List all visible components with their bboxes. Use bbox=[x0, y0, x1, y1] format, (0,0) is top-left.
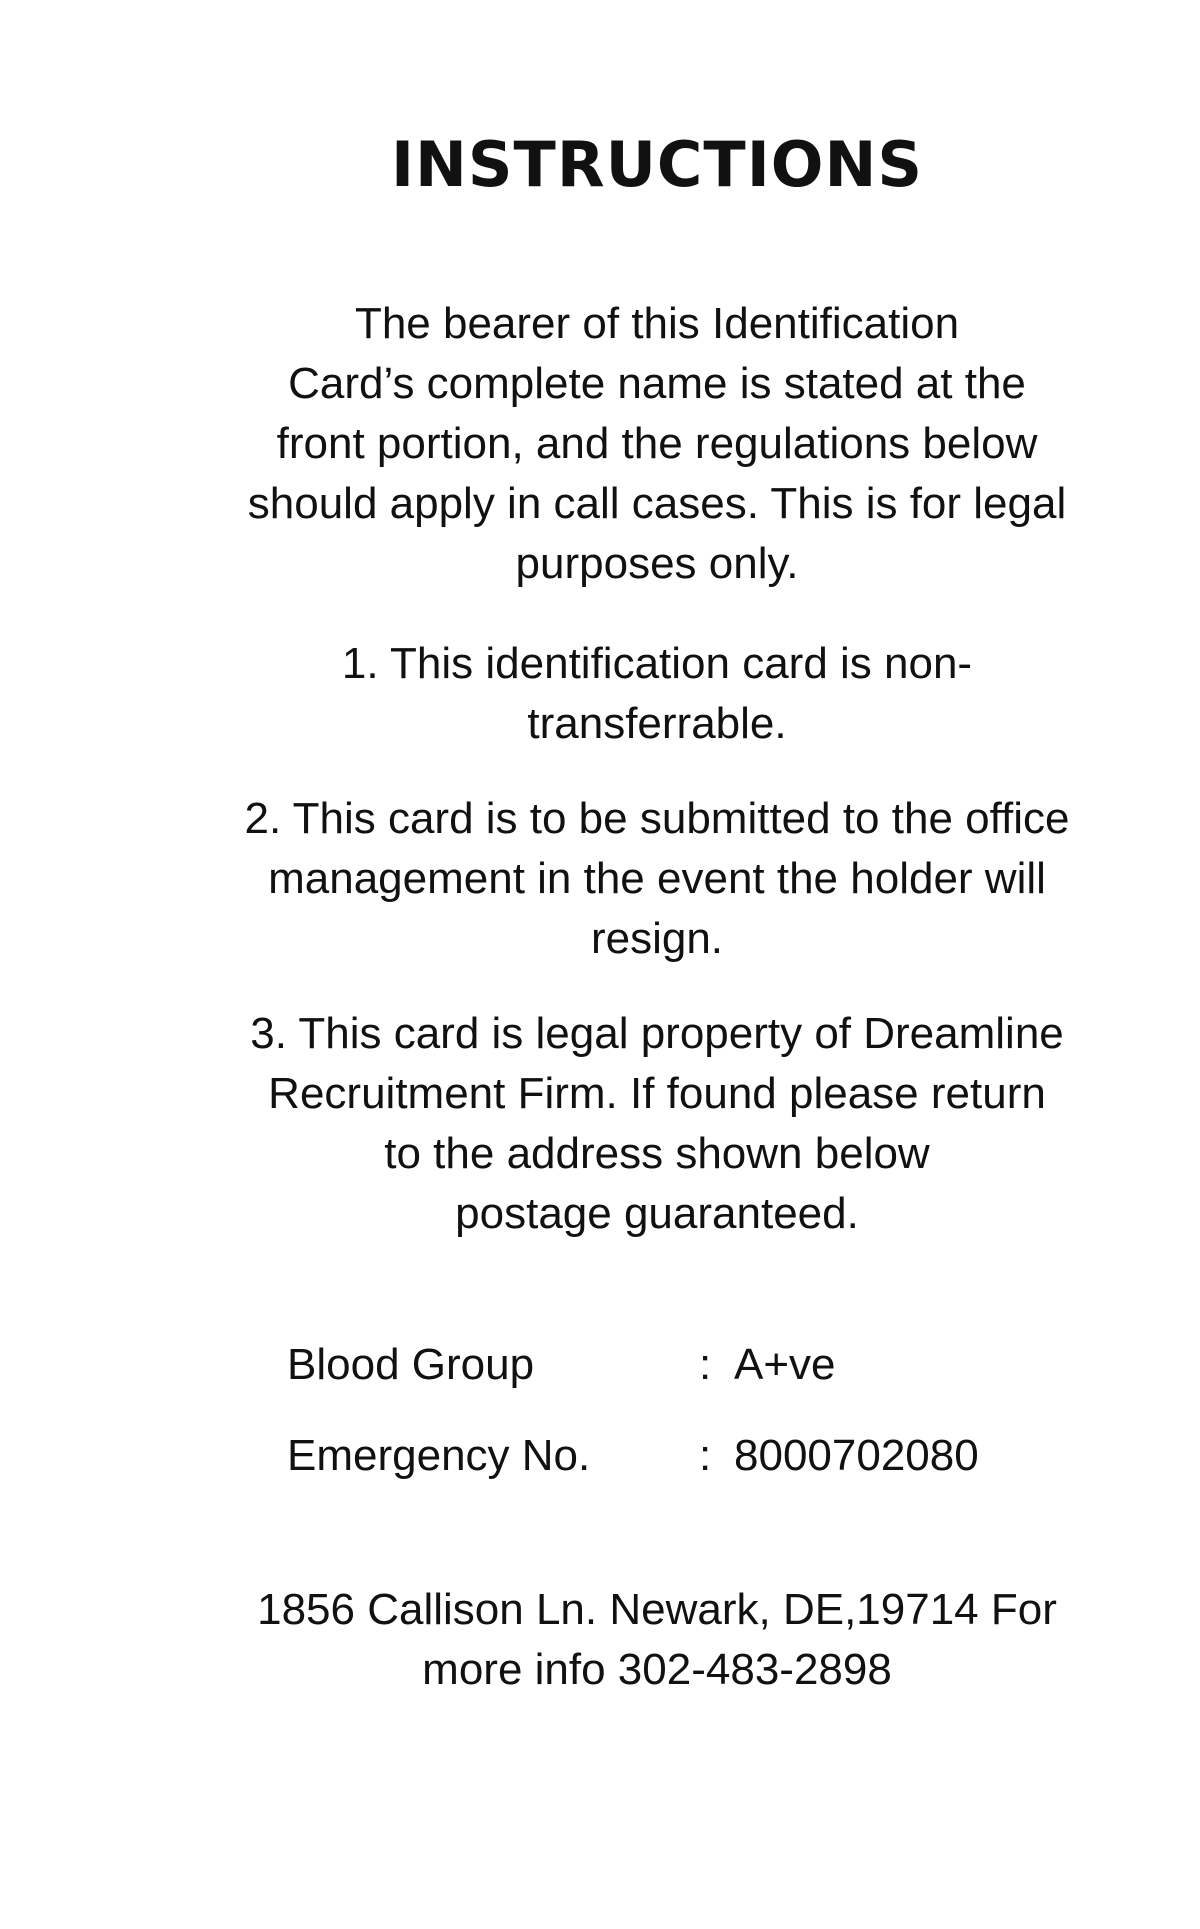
rule-line: 3. This card is legal property of Dreamline bbox=[250, 1009, 1064, 1058]
emergency-number-value: 8000702080 bbox=[734, 1431, 979, 1480]
intro-line: The bearer of this Identification bbox=[354, 299, 960, 348]
blood-group-row bbox=[287, 1335, 836, 1395]
rule-1 bbox=[0, 634, 1200, 754]
blood-group-separator: : bbox=[699, 1340, 712, 1389]
intro-line: should apply in call cases. This is for legal bbox=[247, 479, 1067, 528]
rule-line: postage guaranteed. bbox=[455, 1189, 859, 1238]
return-address bbox=[0, 1580, 1200, 1700]
page-title: INSTRUCTIONS bbox=[390, 128, 924, 201]
blood-group-label: Blood Group bbox=[287, 1340, 535, 1389]
rule-line: 1. This identification card is non- bbox=[341, 639, 973, 688]
intro-line: front portion, and the regulations below bbox=[276, 419, 1038, 468]
rule-line: transferrable. bbox=[527, 699, 787, 748]
rule-line: 2. This card is to be submitted to the office bbox=[244, 794, 1070, 843]
rule-line: to the address shown below bbox=[384, 1129, 930, 1178]
intro-paragraph bbox=[0, 294, 1200, 594]
rule-3 bbox=[0, 1004, 1200, 1244]
rule-2 bbox=[0, 789, 1200, 969]
emergency-number-row bbox=[287, 1426, 979, 1486]
rule-line: resign. bbox=[590, 914, 724, 963]
emergency-number-label: Emergency No. bbox=[287, 1431, 591, 1480]
intro-line: Card’s complete name is stated at the bbox=[288, 359, 1026, 408]
address-line: more info 302-483-2898 bbox=[422, 1645, 892, 1694]
emergency-number-separator: : bbox=[699, 1431, 712, 1480]
blood-group-value: A+ve bbox=[734, 1340, 836, 1389]
rule-line: Recruitment Firm. If found please return bbox=[268, 1069, 1046, 1118]
intro-line: purposes only. bbox=[515, 539, 799, 588]
rule-line: management in the event the holder will bbox=[268, 854, 1046, 903]
address-line: 1856 Callison Ln. Newark, DE,19714 For bbox=[257, 1585, 1057, 1634]
